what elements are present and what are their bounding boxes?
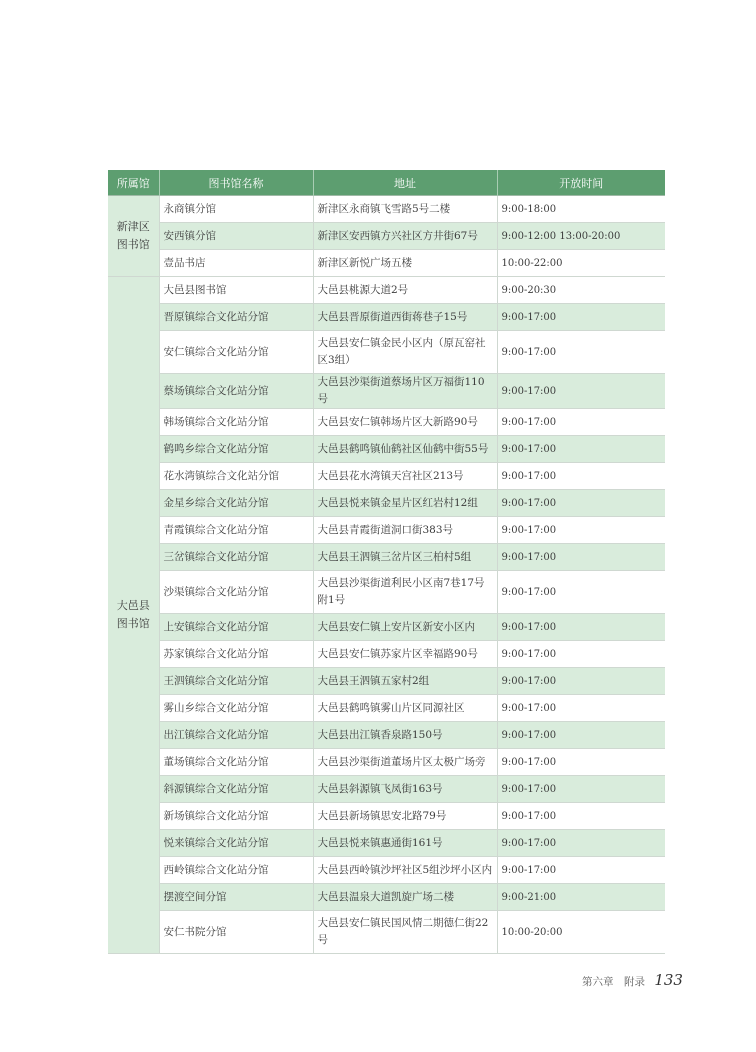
opening-hours-cell: 9:00-17:00 bbox=[497, 776, 665, 803]
opening-hours-cell: 9:00-21:00 bbox=[497, 884, 665, 911]
library-name-cell: 雾山乡综合文化站分馆 bbox=[159, 695, 313, 722]
address-cell: 大邑县温泉大道凯旋广场二楼 bbox=[313, 884, 497, 911]
opening-hours-cell: 9:00-17:00 bbox=[497, 571, 665, 614]
opening-hours-cell: 9:00-17:00 bbox=[497, 436, 665, 463]
address-cell: 新津区安西镇方兴社区方井街67号 bbox=[313, 223, 497, 250]
table-row bbox=[108, 409, 665, 436]
table-row bbox=[108, 857, 665, 884]
opening-hours-cell: 9:00-17:00 bbox=[497, 463, 665, 490]
address-cell: 大邑县沙渠街道利民小区南7巷17号附1号 bbox=[313, 571, 497, 614]
table-row bbox=[108, 749, 665, 776]
address-cell: 大邑县悦来镇惠通街161号 bbox=[313, 830, 497, 857]
opening-hours-cell: 9:00-17:00 bbox=[497, 304, 665, 331]
address-cell: 大邑县安仁镇韩场片区大新路90号 bbox=[313, 409, 497, 436]
address-cell: 新津区新悦广场五楼 bbox=[313, 250, 497, 277]
opening-hours-cell: 9:00-12:00 13:00-20:00 bbox=[497, 223, 665, 250]
library-name-cell: 壹品书店 bbox=[159, 250, 313, 277]
table-row bbox=[108, 641, 665, 668]
group-cell bbox=[108, 277, 159, 954]
address-cell: 大邑县鹤鸣镇雾山片区同源社区 bbox=[313, 695, 497, 722]
address-cell: 大邑县花水湾镇天宫社区213号 bbox=[313, 463, 497, 490]
opening-hours-cell: 9:00-17:00 bbox=[497, 641, 665, 668]
address-cell: 新津区永商镇飞雪路5号二楼 bbox=[313, 196, 497, 223]
opening-hours-cell: 9:00-17:00 bbox=[497, 695, 665, 722]
opening-hours-cell: 9:00-17:00 bbox=[497, 803, 665, 830]
opening-hours-cell: 9:00-17:00 bbox=[497, 409, 665, 436]
address-cell: 大邑县王泗镇三岔片区三柏村5组 bbox=[313, 544, 497, 571]
table-row bbox=[108, 463, 665, 490]
library-name-cell: 斜源镇综合文化站分馆 bbox=[159, 776, 313, 803]
address-cell: 大邑县安仁镇民国风情二期德仁街22号 bbox=[313, 911, 497, 954]
opening-hours-cell: 10:00-22:00 bbox=[497, 250, 665, 277]
library-name-cell: 安西镇分馆 bbox=[159, 223, 313, 250]
opening-hours-cell: 9:00-17:00 bbox=[497, 722, 665, 749]
table-row bbox=[108, 911, 665, 954]
library-name-cell: 苏家镇综合文化站分馆 bbox=[159, 641, 313, 668]
address-cell: 大邑县鹤鸣镇仙鹤社区仙鹤中街55号 bbox=[313, 436, 497, 463]
opening-hours-cell: 9:00-17:00 bbox=[497, 668, 665, 695]
table-row bbox=[108, 304, 665, 331]
table-row bbox=[108, 490, 665, 517]
library-name-cell: 永商镇分馆 bbox=[159, 196, 313, 223]
library-name-cell: 花水湾镇综合文化站分馆 bbox=[159, 463, 313, 490]
library-name-cell: 韩场镇综合文化站分馆 bbox=[159, 409, 313, 436]
opening-hours-cell: 9:00-17:00 bbox=[497, 614, 665, 641]
table-row bbox=[108, 250, 665, 277]
table-row bbox=[108, 668, 665, 695]
library-name-cell: 青霞镇综合文化站分馆 bbox=[159, 517, 313, 544]
opening-hours-cell: 9:00-18:00 bbox=[497, 196, 665, 223]
library-name-cell: 出江镇综合文化站分馆 bbox=[159, 722, 313, 749]
library-table bbox=[108, 170, 665, 954]
opening-hours-cell: 9:00-17:00 bbox=[497, 517, 665, 544]
address-cell: 大邑县西岭镇沙坪社区5组沙坪小区内 bbox=[313, 857, 497, 884]
table-row bbox=[108, 374, 665, 409]
table-row bbox=[108, 776, 665, 803]
library-name-cell: 蔡场镇综合文化站分馆 bbox=[159, 374, 313, 409]
library-name-cell: 悦来镇综合文化站分馆 bbox=[159, 830, 313, 857]
address-cell: 大邑县桃源大道2号 bbox=[313, 277, 497, 304]
table-row bbox=[108, 830, 665, 857]
library-name-cell: 西岭镇综合文化站分馆 bbox=[159, 857, 313, 884]
header-address: 地址 bbox=[313, 170, 497, 196]
opening-hours-cell: 9:00-17:00 bbox=[497, 490, 665, 517]
header-opening-hours: 开放时间 bbox=[497, 170, 665, 196]
address-cell: 大邑县新场镇思安北路79号 bbox=[313, 803, 497, 830]
library-name-cell: 上安镇综合文化站分馆 bbox=[159, 614, 313, 641]
library-table-container bbox=[108, 170, 665, 954]
opening-hours-cell: 9:00-17:00 bbox=[497, 544, 665, 571]
table-row bbox=[108, 277, 665, 304]
library-name-cell: 安仁镇综合文化站分馆 bbox=[159, 331, 313, 374]
table-row bbox=[108, 884, 665, 911]
page-number: 133 bbox=[654, 971, 683, 989]
library-name-cell: 金星乡综合文化站分馆 bbox=[159, 490, 313, 517]
table-row bbox=[108, 571, 665, 614]
library-name-cell: 摆渡空间分馆 bbox=[159, 884, 313, 911]
address-cell: 大邑县悦来镇金星片区红岩村12组 bbox=[313, 490, 497, 517]
library-name-cell: 新场镇综合文化站分馆 bbox=[159, 803, 313, 830]
library-name-cell: 三岔镇综合文化站分馆 bbox=[159, 544, 313, 571]
address-cell: 大邑县晋原街道西街蒋巷子15号 bbox=[313, 304, 497, 331]
library-name-cell: 董场镇综合文化站分馆 bbox=[159, 749, 313, 776]
table-row bbox=[108, 614, 665, 641]
opening-hours-cell: 9:00-17:00 bbox=[497, 374, 665, 409]
table-row bbox=[108, 436, 665, 463]
library-name-cell: 安仁书院分馆 bbox=[159, 911, 313, 954]
opening-hours-cell: 9:00-20:30 bbox=[497, 277, 665, 304]
opening-hours-cell: 9:00-17:00 bbox=[497, 857, 665, 884]
address-cell: 大邑县青霞街道洞口街383号 bbox=[313, 517, 497, 544]
library-name-cell: 大邑县图书馆 bbox=[159, 277, 313, 304]
table-row bbox=[108, 544, 665, 571]
page-footer bbox=[582, 971, 683, 989]
address-cell: 大邑县安仁镇上安片区新安小区内 bbox=[313, 614, 497, 641]
opening-hours-cell: 9:00-17:00 bbox=[497, 749, 665, 776]
table-row bbox=[108, 196, 665, 223]
group-cell bbox=[108, 196, 159, 277]
table-header-row bbox=[108, 170, 665, 196]
table-row bbox=[108, 223, 665, 250]
opening-hours-cell: 10:00-20:00 bbox=[497, 911, 665, 954]
address-cell: 大邑县安仁镇苏家片区幸福路90号 bbox=[313, 641, 497, 668]
table-row bbox=[108, 722, 665, 749]
header-affiliation: 所属馆 bbox=[108, 170, 159, 196]
library-name-cell: 晋原镇综合文化站分馆 bbox=[159, 304, 313, 331]
address-cell: 大邑县王泗镇五家村2组 bbox=[313, 668, 497, 695]
table-row bbox=[108, 331, 665, 374]
library-name-cell: 沙渠镇综合文化站分馆 bbox=[159, 571, 313, 614]
library-name-cell: 鹤鸣乡综合文化站分馆 bbox=[159, 436, 313, 463]
group-name-line: 新津区 bbox=[116, 220, 150, 233]
table-row bbox=[108, 517, 665, 544]
opening-hours-cell: 9:00-17:00 bbox=[497, 830, 665, 857]
group-name-line: 大邑县 bbox=[116, 599, 150, 612]
address-cell: 大邑县沙渠街道董场片区太极广场旁 bbox=[313, 749, 497, 776]
group-name-line: 图书馆 bbox=[116, 238, 150, 251]
address-cell: 大邑县沙渠街道蔡场片区万福街110号 bbox=[313, 374, 497, 409]
address-cell: 大邑县出江镇香泉路150号 bbox=[313, 722, 497, 749]
library-name-cell: 王泗镇综合文化站分馆 bbox=[159, 668, 313, 695]
opening-hours-cell: 9:00-17:00 bbox=[497, 331, 665, 374]
address-cell: 大邑县安仁镇金民小区内（原瓦窑社区3组） bbox=[313, 331, 497, 374]
group-name-line: 图书馆 bbox=[116, 617, 150, 630]
header-library-name: 图书馆名称 bbox=[159, 170, 313, 196]
address-cell: 大邑县斜源镇飞凤街163号 bbox=[313, 776, 497, 803]
chapter-label: 第六章 附录 bbox=[582, 976, 645, 988]
table-row bbox=[108, 695, 665, 722]
table-row bbox=[108, 803, 665, 830]
